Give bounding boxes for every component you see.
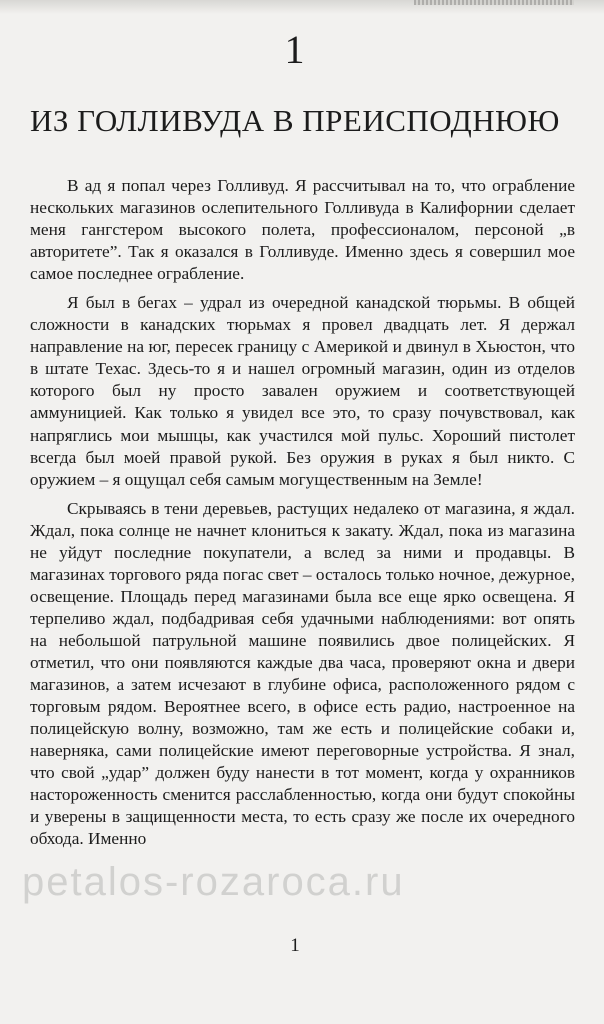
chapter-number: 1 [284,27,306,72]
chapter-title: ИЗ ГОЛЛИВУДА В ПРЕИСПОДНЮЮ [30,103,560,138]
page-edge-texture [414,0,574,5]
paragraph-1: В ад я попал через Голливуд. Я рассчитывал на то, что ограбление нескольких магазинов ослепительного Голливуда в Калифорнии сделает меня гангстером высокого полета, профессионалом, персоной „в авторитете”. Так я оказался в Голливуде. Именно здесь я совершил мое самое последнее ограбление. [30,176,575,284]
paragraph-3: Скрываясь в тени деревьев, растущих недалеко от магазина, я ждал. Ждал, пока солнце не начнет клониться к закату. Ждал, пока из магазина не уйдут последние покупатели, а вслед за ними и продавцы. В магазинах торгового ряда погас свет – осталось только ночное, дежурное, освещение. Площадь перед магазинами была все еще ярко освещена. Я терпеливо ждал, подбадривая себя удачными наблюдениями: вот опять на небольшой патрульной машине появились двое полицейских. Я отметил, что они появляются каждые два часа, проверяют окна и двери магазинов, а затем исчезают в глубине офиса, расположенного рядом с торговым рядом. Вероятнее всего, в офисе есть радио, настроенное на полицейскую волну, возможно, там же есть и полицейские собаки и, наверняка, сами полицейские имеют переговорные устройства. Я знал, что свой „удар” должен буду нанести в тот момент, когда у охранников настороженность сменится расслабленностью, когда они будут спокойны и уверены в защищенности места, то есть сразу же после их очередного обхода. Именно [30,498,575,849]
paragraph-2: Я был в бегах – удрал из очередной канадской тюрьмы. В общей сложности в канадских тюрьмах я провел двадцать лет. Я держал направление на юг, пересек границу с Америкой и двинул в Хьюстон, что в штате Техас. Здесь-то я и нашел огромный магазин, один из отделов которого был ну просто завален оружием и соответствующей аммуницией. Как только я увидел все это, то сразу почувствовал, как напряглись мои мышцы, как участился мой пульс. Хороший пистолет всегда был моей правой рукой. Без оружия в руках я был никто. С оружием – я ощущал себя самым могущественным на Земле! [30,293,575,489]
page-number: 1 [290,935,300,956]
watermark: petalos-rozaroca.ru [22,860,405,904]
chapter-body [30,175,575,850]
